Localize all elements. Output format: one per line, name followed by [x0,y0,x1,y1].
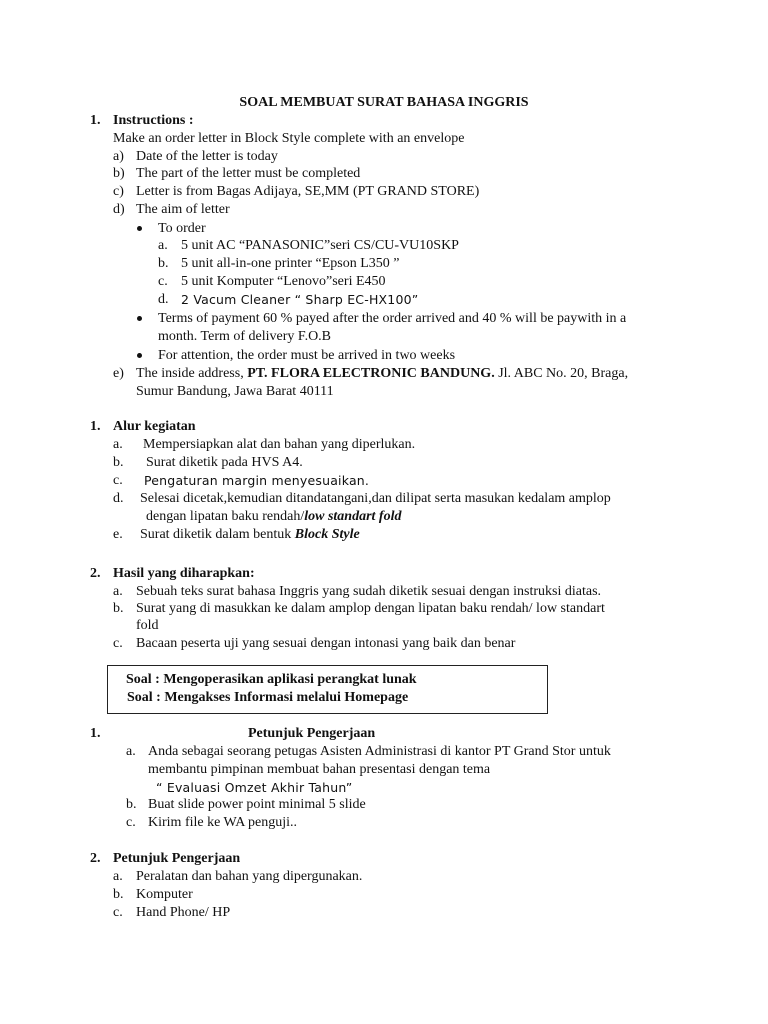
bullet-item: For attention, the order must be arrived in two weeks [158,348,456,363]
list-marker: a. [126,744,136,759]
list-item-continuation: dengan lipatan baku rendah/low standart fold [146,509,402,524]
list-marker: c. [126,815,136,830]
list-item-continuation: fold [136,618,159,633]
list-marker: b. [113,455,124,470]
list-marker: b. [113,887,124,902]
soal-line: Soal : Mengoperasikan aplikasi perangkat lunak [126,672,417,687]
order-item: 2 Vacum Cleaner “ Sharp EC-HX100” [181,292,419,307]
section-number: 1. [90,726,101,741]
presentation-theme: “ Evaluasi Omzet Akhir Tahun” [156,780,353,795]
list-item: Hand Phone/ HP [136,905,231,920]
section-heading: Petunjuk Pengerjaan [113,851,241,866]
page-title: SOAL MEMBUAT SURAT BAHASA INGGRIS [239,95,529,110]
list-item: Surat yang di masukkan ke dalam amplop dengan lipatan baku rendah/ low standart [136,601,605,616]
list-item: Pengaturan margin menyesuaikan. [144,473,370,488]
bullet-item: Terms of payment 60 % payed after the order arrived and 40 % will be paywith in a [158,311,627,326]
list-marker: b. [126,797,137,812]
list-item: Date of the letter is today [136,149,278,164]
list-item: Mempersiapkan alat dan bahan yang diperlukan. [143,437,416,452]
bullet-continuation: month. Term of delivery F.O.B [158,329,332,344]
list-marker: b. [113,601,124,616]
list-marker: a. [113,584,123,599]
list-item: Selesai dicetak,kemudian ditandatangani,dan dilipat serta masukan kedalam amplop [140,491,611,506]
list-marker: b) [113,166,125,181]
list-marker: a) [113,149,124,164]
section-number: 2. [90,566,101,581]
order-marker: d. [158,292,169,307]
list-item-continuation: membantu pimpinan membuat bahan presentasi dengan tema [148,762,491,777]
list-item: Buat slide power point minimal 5 slide [148,797,366,812]
list-marker: d) [113,202,125,217]
list-marker: e. [113,527,123,542]
list-item: Komputer [136,887,193,902]
section-number: 2. [90,851,101,866]
list-item: The part of the letter must be completed [136,166,361,181]
order-marker: c. [158,274,168,289]
list-marker: c. [113,905,123,920]
list-marker: c. [113,636,123,651]
section-number: 1. [90,419,101,434]
list-item: Letter is from Bagas Adijaya, SE,MM (PT GRAND STORE) [136,184,480,199]
instruction-intro: Make an order letter in Block Style complete with an envelope [113,131,465,146]
section-number: 1. [90,113,101,128]
order-marker: a. [158,238,168,253]
list-item: Surat diketik pada HVS A4. [146,455,303,470]
bullet-item: To order [158,221,206,236]
list-item: Bacaan peserta uji yang sesuai dengan intonasi yang baik dan benar [136,636,516,651]
list-marker: a. [113,437,123,452]
soal-line: Soal : Mengakses Informasi melalui Homepage [127,690,409,705]
order-item: 5 unit all-in-one printer “Epson L350 ” [181,256,400,271]
list-item: Sebuah teks surat bahasa Inggris yang sudah diketik sesuai dengan instruksi diatas. [136,584,602,599]
list-marker: c. [113,473,123,488]
order-marker: b. [158,256,169,271]
order-item: 5 unit Komputer “Lenovo”seri E450 [181,274,386,289]
list-item: The aim of letter [136,202,230,217]
list-item: Surat diketik dalam bentuk Block Style [140,527,360,542]
section-heading: Instructions : [113,113,194,128]
list-marker: a. [113,869,123,884]
list-marker: d. [113,491,124,506]
section-heading: Alur kegiatan [113,419,196,434]
inside-address: The inside address, PT. FLORA ELECTRONIC BANDUNG. Jl. ABC No. 20, Braga, [136,366,629,381]
list-marker: c) [113,184,124,199]
section-heading: Petunjuk Pengerjaan [248,726,376,741]
list-marker: e) [113,366,124,381]
list-item: Kirim file ke WA penguji.. [148,815,298,830]
inside-address-continuation: Sumur Bandung, Jawa Barat 40111 [136,384,334,399]
list-item: Peralatan dan bahan yang dipergunakan. [136,869,363,884]
order-item: 5 unit AC “PANASONIC”seri CS/CU-VU10SKP [181,238,459,253]
list-item: Anda sebagai seorang petugas Asisten Administrasi di kantor PT Grand Stor untuk [148,744,611,759]
section-heading: Hasil yang diharapkan: [113,566,255,581]
